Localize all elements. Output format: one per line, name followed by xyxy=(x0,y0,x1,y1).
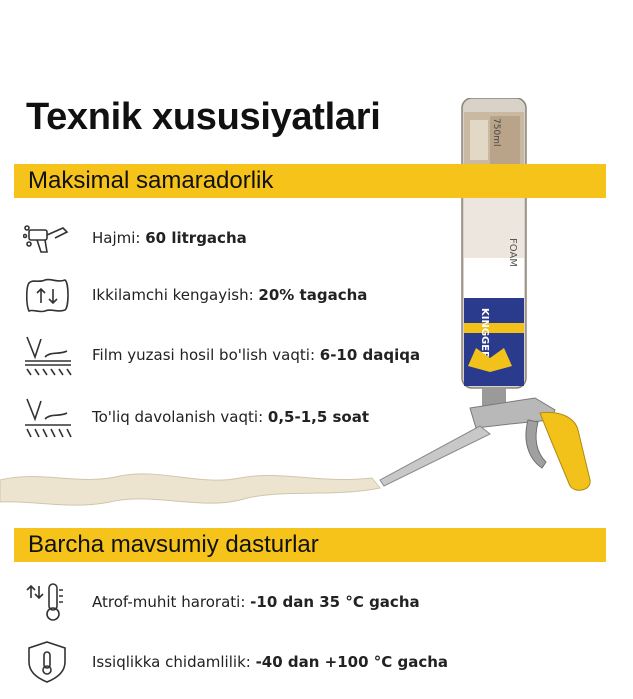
section-title-all-season: Barcha mavsumiy dasturlar xyxy=(28,531,319,558)
spec-label-film-time: Film yuzasi hosil bo'lish vaqti: xyxy=(92,346,320,364)
foam-bead xyxy=(0,464,390,514)
spray-gun-icon xyxy=(20,216,78,260)
spec-row-heat-resistance xyxy=(20,640,448,684)
spec-label-expansion: Ikkilamchi kengayish: xyxy=(92,286,259,304)
thermometer-icon xyxy=(20,580,78,624)
can-brand: KINGGER xyxy=(479,308,490,359)
section-bar-max-efficiency xyxy=(14,164,606,198)
spec-label-volume: Hajmi: xyxy=(92,229,146,247)
spec-label-ambient-temperature: Atrof-muhit harorati: xyxy=(92,593,251,611)
page-title: Texnik xususiyatlari xyxy=(26,96,381,138)
spec-row-curing-time xyxy=(20,395,369,439)
expansion-icon xyxy=(20,273,78,317)
heat-shield-icon xyxy=(20,640,78,684)
spec-value-expansion: 20% tagacha xyxy=(258,286,368,304)
spec-label-curing-time: To'liq davolanish vaqti: xyxy=(92,408,268,426)
spec-row-ambient-temperature xyxy=(20,580,420,624)
spec-value-ambient-temperature: -10 dan 35 °C gacha xyxy=(250,593,420,611)
can-foam-label: FOAM xyxy=(507,238,518,267)
spec-row-volume xyxy=(20,216,247,260)
section-bar-all-season xyxy=(14,528,606,562)
foam-gun-illustration xyxy=(360,98,620,498)
curing-icon xyxy=(20,395,78,439)
spec-value-volume: 60 litrgacha xyxy=(145,229,247,247)
spec-row-film-time xyxy=(20,333,420,377)
spec-value-heat-resistance: -40 dan +100 °C gacha xyxy=(255,653,449,671)
film-surface-icon xyxy=(20,333,78,377)
section-title-max-efficiency: Maksimal samaradorlik xyxy=(28,167,274,194)
spec-row-expansion xyxy=(20,273,367,317)
spec-value-film-time: 6-10 daqiqa xyxy=(319,346,421,364)
spec-label-heat-resistance: Issiqlikka chidamlilik: xyxy=(92,653,256,671)
spec-value-curing-time: 0,5-1,5 soat xyxy=(267,408,370,426)
can-volume: 750ml xyxy=(491,118,501,147)
